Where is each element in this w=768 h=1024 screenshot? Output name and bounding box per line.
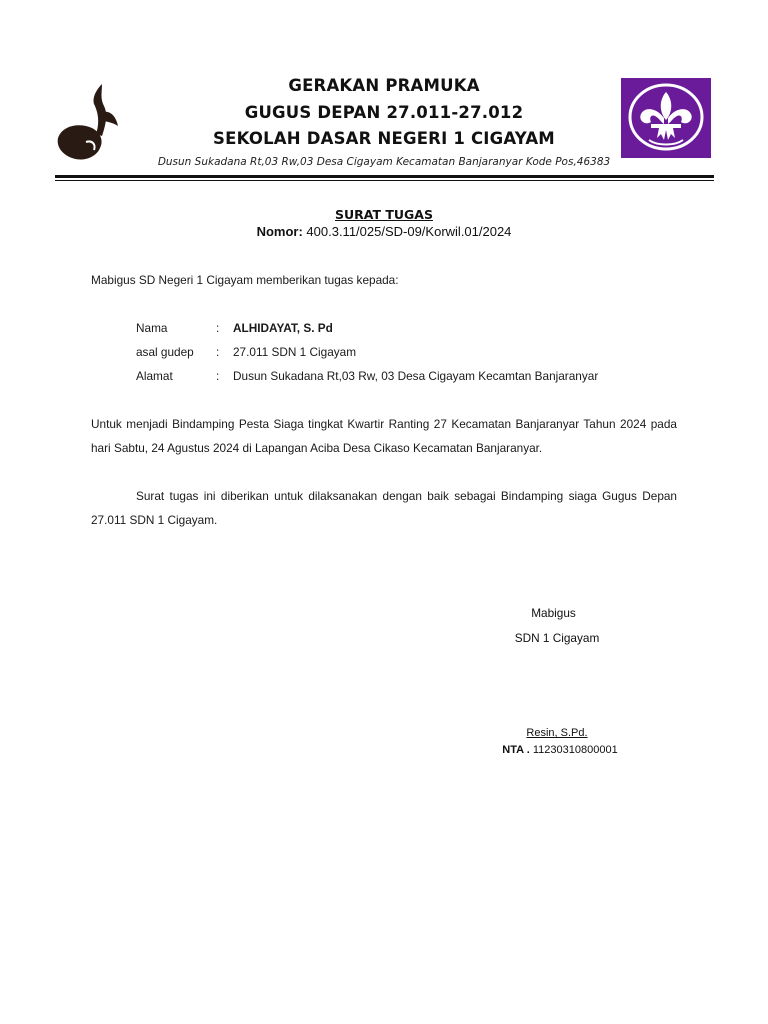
intro-text: Mabigus SD Negeri 1 Cigayam memberikan tugas kepada: <box>91 273 399 287</box>
tunas-kelapa-icon <box>56 82 124 164</box>
signature-nta <box>470 744 650 756</box>
field-label: asal gudep <box>136 345 194 359</box>
school-name: SEKOLAH DASAR NEGERI 1 CIGAYAM <box>213 129 555 148</box>
header-rule-thin <box>55 180 714 181</box>
org-name: GERAKAN PRAMUKA <box>288 76 480 95</box>
field-value: ALHIDAYAT, S. Pd <box>233 321 333 335</box>
nta-label: NTA . <box>502 744 530 756</box>
field-label: Nama <box>136 321 168 335</box>
field-value: Dusun Sukadana Rt,03 Rw, 03 Desa Cigayam Kecamtan Banjaranyar <box>233 369 599 383</box>
school-address: Dusun Sukadana Rt,03 Rw,03 Desa Cigayam Kecamatan Banjaranyar Kode Pos,46383 <box>157 156 611 168</box>
assignment-paragraph: Untuk menjadi Bindamping Pesta Siaga tingkat Kwartir Ranting 27 Kecamatan Banjaranyar Tahun 2024 pada hari Sabtu, 24 Agustus 2024 di Lapangan Aciba Desa Cikaso Kecamatan Banjaranyar. <box>91 417 677 455</box>
world-scout-emblem-icon <box>621 78 711 158</box>
letter-number-label: Nomor: <box>256 224 303 239</box>
signature-name: Resin, S.Pd. <box>526 727 588 739</box>
letter-title: SURAT TUGAS <box>335 207 433 222</box>
field-colon: : <box>216 369 220 383</box>
field-value: 27.011 SDN 1 Cigayam <box>233 345 357 359</box>
field-colon: : <box>216 345 220 359</box>
signature-role: Mabigus <box>531 606 576 620</box>
gudep-name: GUGUS DEPAN 27.011-27.012 <box>244 103 524 122</box>
field-label: Alamat <box>136 369 173 383</box>
signature-org: SDN 1 Cigayam <box>514 631 600 645</box>
letter-number <box>0 224 768 239</box>
nta-value: 11230310800001 <box>532 744 618 756</box>
letter-number-value: 400.3.11/025/SD-09/Korwil.01/2024 <box>306 224 512 239</box>
header-rule-thick <box>55 175 714 178</box>
closing-paragraph: Surat tugas ini diberikan untuk dilaksanakan dengan baik sebagai Bindamping siaga Gugus Depan 27.011 SDN 1 Cigayam. <box>91 489 677 527</box>
field-colon: : <box>216 321 220 335</box>
